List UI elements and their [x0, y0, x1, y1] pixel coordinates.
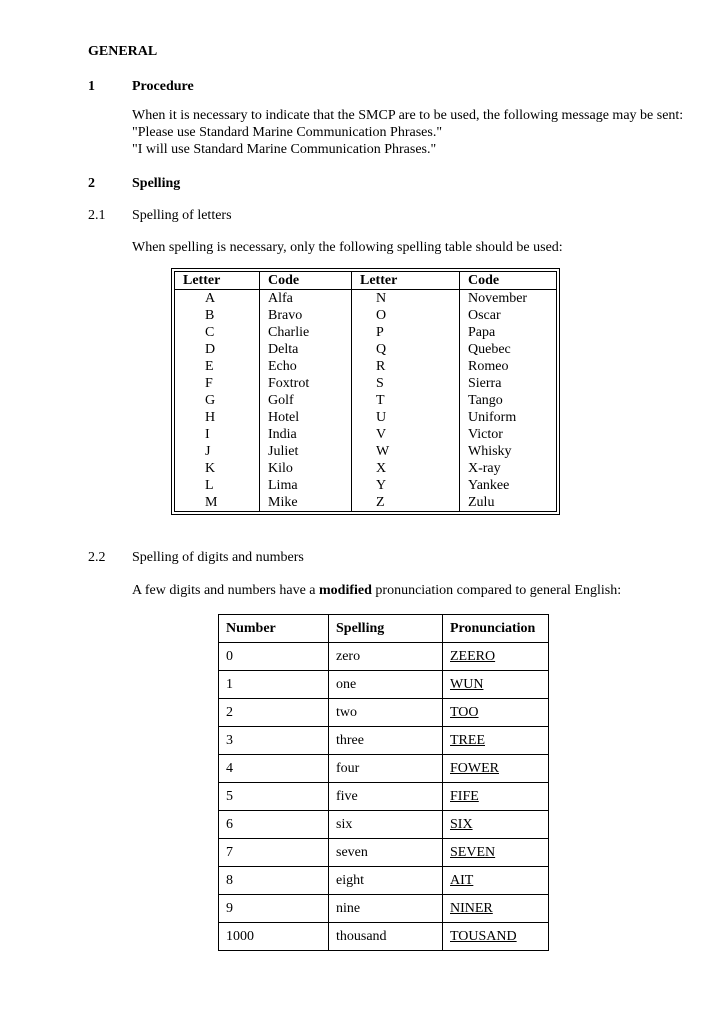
code-cell: Mike [260, 494, 352, 512]
table-row [219, 867, 549, 895]
number-cell: 1000 [219, 923, 329, 951]
table-row [219, 811, 549, 839]
pronunciation-cell: SIX [443, 811, 549, 839]
letter-cell: Z [352, 494, 460, 512]
pronunciation-cell: NINER [443, 895, 549, 923]
letter-cell: C [175, 324, 260, 341]
code-cell: Romeo [460, 358, 557, 375]
spelling-cell: five [329, 783, 443, 811]
number-cell: 5 [219, 783, 329, 811]
spelling-cell: four [329, 755, 443, 783]
spelling-cell: seven [329, 839, 443, 867]
code-cell: Echo [260, 358, 352, 375]
letter-cell: M [175, 494, 260, 512]
code-cell: Lima [260, 477, 352, 494]
code-cell: Kilo [260, 460, 352, 477]
letter-cell: G [175, 392, 260, 409]
spelling-cell: one [329, 671, 443, 699]
letter-cell: U [352, 409, 460, 426]
table-row [175, 494, 557, 512]
table-row [175, 341, 557, 358]
number-cell: 6 [219, 811, 329, 839]
table-row [175, 460, 557, 477]
letter-cell: W [352, 443, 460, 460]
code-cell: Alfa [260, 290, 352, 308]
spelling-cell: zero [329, 643, 443, 671]
letter-cell: E [175, 358, 260, 375]
letter-cell: J [175, 443, 260, 460]
column-header: Spelling [329, 615, 443, 643]
code-cell: Oscar [460, 307, 557, 324]
section-1-line: "I will use Standard Marine Communication Phrases." [132, 142, 437, 157]
letter-cell: R [352, 358, 460, 375]
table-row [219, 727, 549, 755]
number-cell: 4 [219, 755, 329, 783]
section-2-1-title: Spelling of letters [132, 208, 232, 223]
code-cell: Hotel [260, 409, 352, 426]
section-1-line: When it is necessary to indicate that the SMCP are to be used, the following message may be sent: [132, 108, 684, 123]
table-row [175, 426, 557, 443]
pronunciation-cell: WUN [443, 671, 549, 699]
section-2-1-number: 2.1 [88, 208, 106, 223]
number-cell: 3 [219, 727, 329, 755]
document-heading: GENERAL [88, 44, 158, 59]
letter-cell: Q [352, 341, 460, 358]
column-header: Code [460, 272, 557, 290]
section-1-line: "Please use Standard Marine Communication Phrases." [132, 125, 443, 140]
code-cell: Foxtrot [260, 375, 352, 392]
letter-cell: T [352, 392, 460, 409]
section-1-number: 1 [88, 79, 95, 94]
spelling-cell: three [329, 727, 443, 755]
table-row [175, 290, 557, 308]
number-cell: 0 [219, 643, 329, 671]
pronunciation-cell: TOUSAND [443, 923, 549, 951]
code-cell: Uniform [460, 409, 557, 426]
spelling-cell: thousand [329, 923, 443, 951]
code-cell: Juliet [260, 443, 352, 460]
number-cell: 2 [219, 699, 329, 727]
table-row [219, 923, 549, 951]
spelling-cell: nine [329, 895, 443, 923]
letter-cell: H [175, 409, 260, 426]
table-row [175, 358, 557, 375]
letter-cell: L [175, 477, 260, 494]
letter-cell: N [352, 290, 460, 308]
pronunciation-cell: FIFE [443, 783, 549, 811]
code-cell: India [260, 426, 352, 443]
table-row [175, 307, 557, 324]
section-2-1-intro: When spelling is necessary, only the following spelling table should be used: [132, 240, 563, 255]
section-1-title: Procedure [132, 79, 194, 94]
code-cell: Victor [460, 426, 557, 443]
letter-cell: D [175, 341, 260, 358]
letter-cell: B [175, 307, 260, 324]
code-cell: Yankee [460, 477, 557, 494]
code-cell: Zulu [460, 494, 557, 512]
intro-text: A few digits and numbers have a [132, 583, 320, 598]
code-cell: November [460, 290, 557, 308]
intro-text: pronunciation compared to general English: [371, 583, 622, 598]
letter-cell: X [352, 460, 460, 477]
spelling-cell: two [329, 699, 443, 727]
code-cell: Whisky [460, 443, 557, 460]
code-cell: X-ray [460, 460, 557, 477]
table-row [219, 839, 549, 867]
pronunciation-cell: SEVEN [443, 839, 549, 867]
column-header: Pronunciation [443, 615, 549, 643]
code-cell: Delta [260, 341, 352, 358]
code-cell: Quebec [460, 341, 557, 358]
table-row [219, 895, 549, 923]
section-2-number: 2 [88, 176, 95, 191]
code-cell: Charlie [260, 324, 352, 341]
table-row [175, 324, 557, 341]
number-cell: 1 [219, 671, 329, 699]
section-2-2-title: Spelling of digits and numbers [132, 550, 304, 565]
pronunciation-cell: FOWER [443, 755, 549, 783]
spelling-cell: eight [329, 867, 443, 895]
pronunciation-cell: TOO [443, 699, 549, 727]
letter-cell: Y [352, 477, 460, 494]
letter-cell: I [175, 426, 260, 443]
table-row [219, 699, 549, 727]
table-row [175, 477, 557, 494]
table-row [175, 392, 557, 409]
number-cell: 9 [219, 895, 329, 923]
spelling-cell: six [329, 811, 443, 839]
letter-cell: A [175, 290, 260, 308]
table-row [219, 755, 549, 783]
letter-cell: P [352, 324, 460, 341]
section-2-title: Spelling [132, 176, 181, 191]
letter-cell: F [175, 375, 260, 392]
letter-cell: V [352, 426, 460, 443]
section-2-2-number: 2.2 [88, 550, 106, 565]
column-header: Code [260, 272, 352, 290]
pronunciation-cell: ZEERO [443, 643, 549, 671]
pronunciation-cell: TREE [443, 727, 549, 755]
numbers-table [218, 614, 549, 951]
column-header: Letter [352, 272, 460, 290]
code-cell: Bravo [260, 307, 352, 324]
number-cell: 7 [219, 839, 329, 867]
column-header: Letter [175, 272, 260, 290]
letter-cell: O [352, 307, 460, 324]
table-row [219, 671, 549, 699]
section-2-2-intro [132, 583, 621, 599]
number-cell: 8 [219, 867, 329, 895]
code-cell: Tango [460, 392, 557, 409]
table-row [175, 375, 557, 392]
pronunciation-cell: AIT [443, 867, 549, 895]
letter-cell: K [175, 460, 260, 477]
code-cell: Golf [260, 392, 352, 409]
letter-cell: S [352, 375, 460, 392]
spelling-table [171, 268, 560, 515]
code-cell: Sierra [460, 375, 557, 392]
table-row [219, 783, 549, 811]
intro-bold-text: modified [319, 583, 372, 598]
table-row [175, 443, 557, 460]
table-row [175, 409, 557, 426]
table-row [219, 643, 549, 671]
code-cell: Papa [460, 324, 557, 341]
column-header: Number [219, 615, 329, 643]
